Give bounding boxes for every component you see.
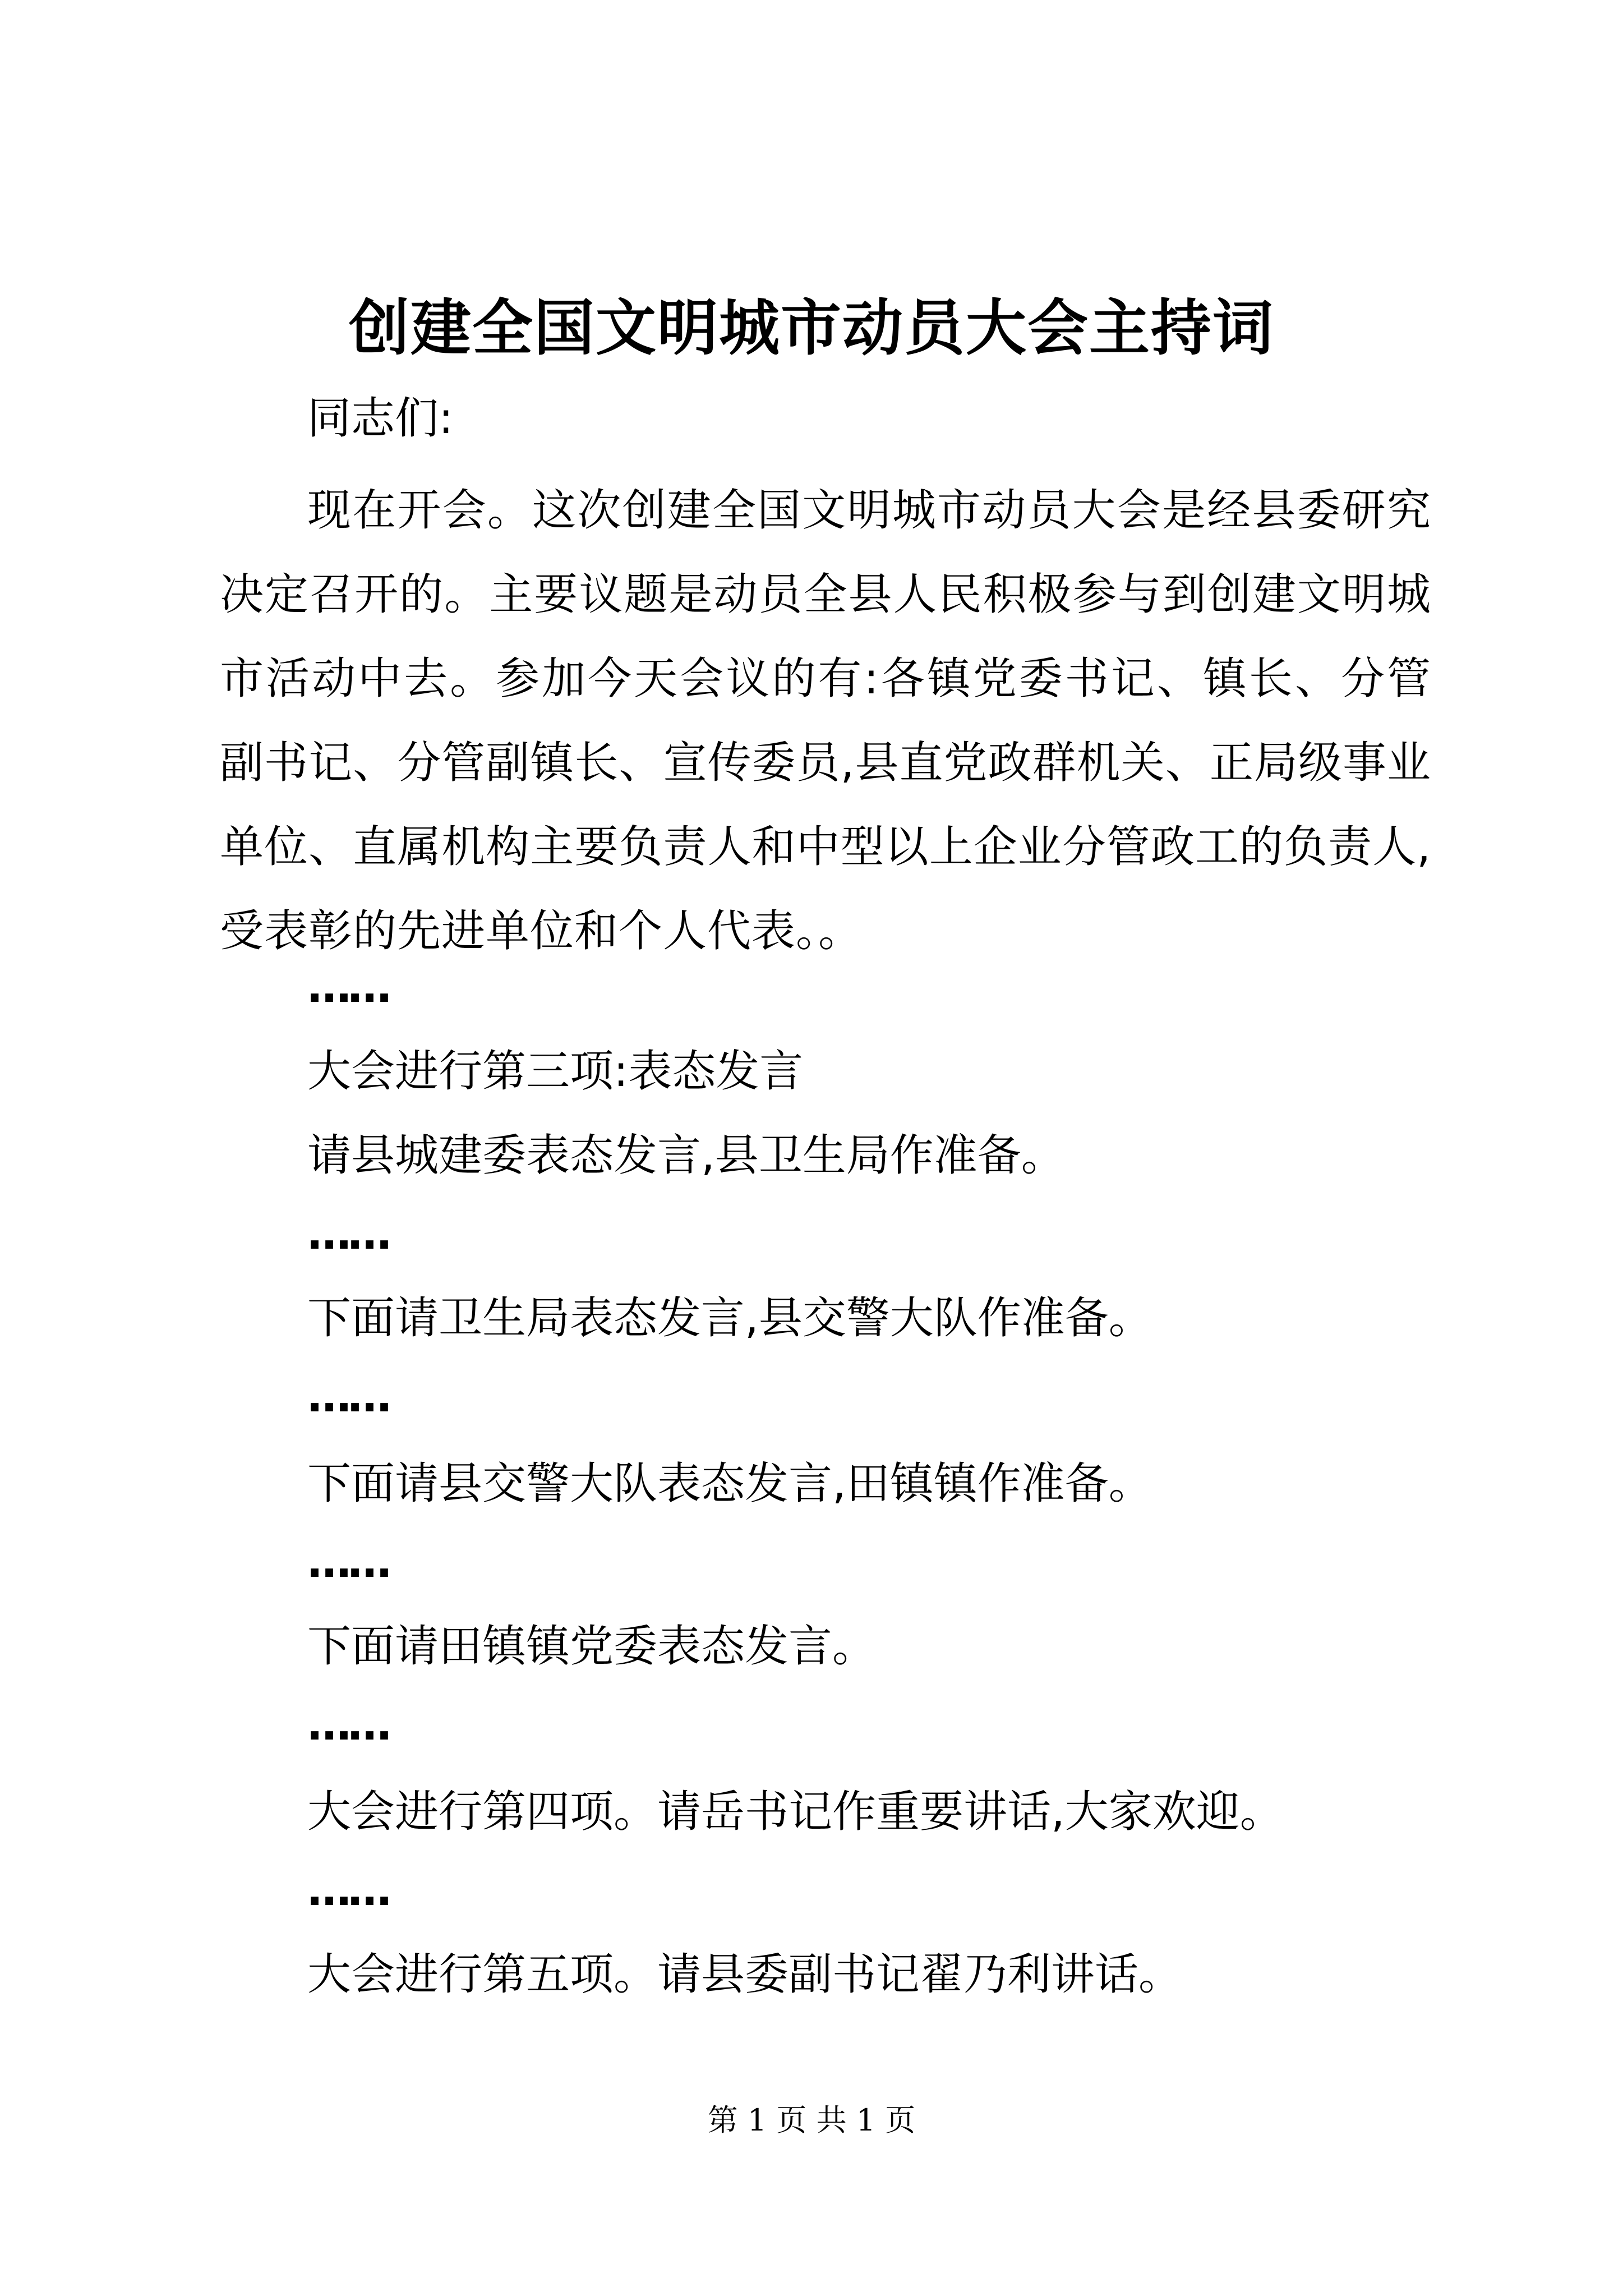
item-3-line-3: 下面请县交警大队表态发言,田镇镇作准备。 xyxy=(307,1458,1152,1509)
ellipsis-5: …… xyxy=(307,1700,388,1750)
ellipsis-4: …… xyxy=(307,1537,388,1588)
item-5: 大会进行第五项。请县委副书记翟乃利讲话。 xyxy=(307,1949,1183,2000)
item-3-line-4: 下面请田镇镇党委表态发言。 xyxy=(307,1621,877,1672)
item-3-line-2: 下面请卫生局表态发言,县交警大队作准备。 xyxy=(307,1293,1152,1343)
item-4: 大会进行第四项。请岳书记作重要讲话,大家欢迎。 xyxy=(307,1787,1284,1837)
ellipsis-6: …… xyxy=(307,1865,388,1916)
ellipsis-3: …… xyxy=(307,1372,388,1422)
document-title: 创建全国文明城市动员大会主持词 xyxy=(348,293,1274,364)
ellipsis-2: …… xyxy=(307,1209,388,1259)
intro-paragraph: 现在开会。这次创建全国文明城市动员大会是经县委研究决定召开的。主要议题是动员全县人民积极参与到创建文明城市活动中去。参加今天会议的有:各镇党委书记、镇长、分管副书记、分管副镇长、宣传委员,县直党政群机关、正局级事业单位、直属机构主要负责人和中型以上企业分管政工的负责人,受表彰的先进单位和个人代表。。 xyxy=(220,485,1431,956)
item-3-line-1: 请县城建委表态发言,县卫生局作准备。 xyxy=(307,1130,1065,1181)
ellipsis-1: …… xyxy=(307,962,388,1013)
page-number: 第 1 页 共 1 页 xyxy=(707,2102,916,2138)
item-3-heading: 大会进行第三项:表态发言 xyxy=(307,1046,804,1097)
greeting: 同志们: xyxy=(307,393,454,444)
